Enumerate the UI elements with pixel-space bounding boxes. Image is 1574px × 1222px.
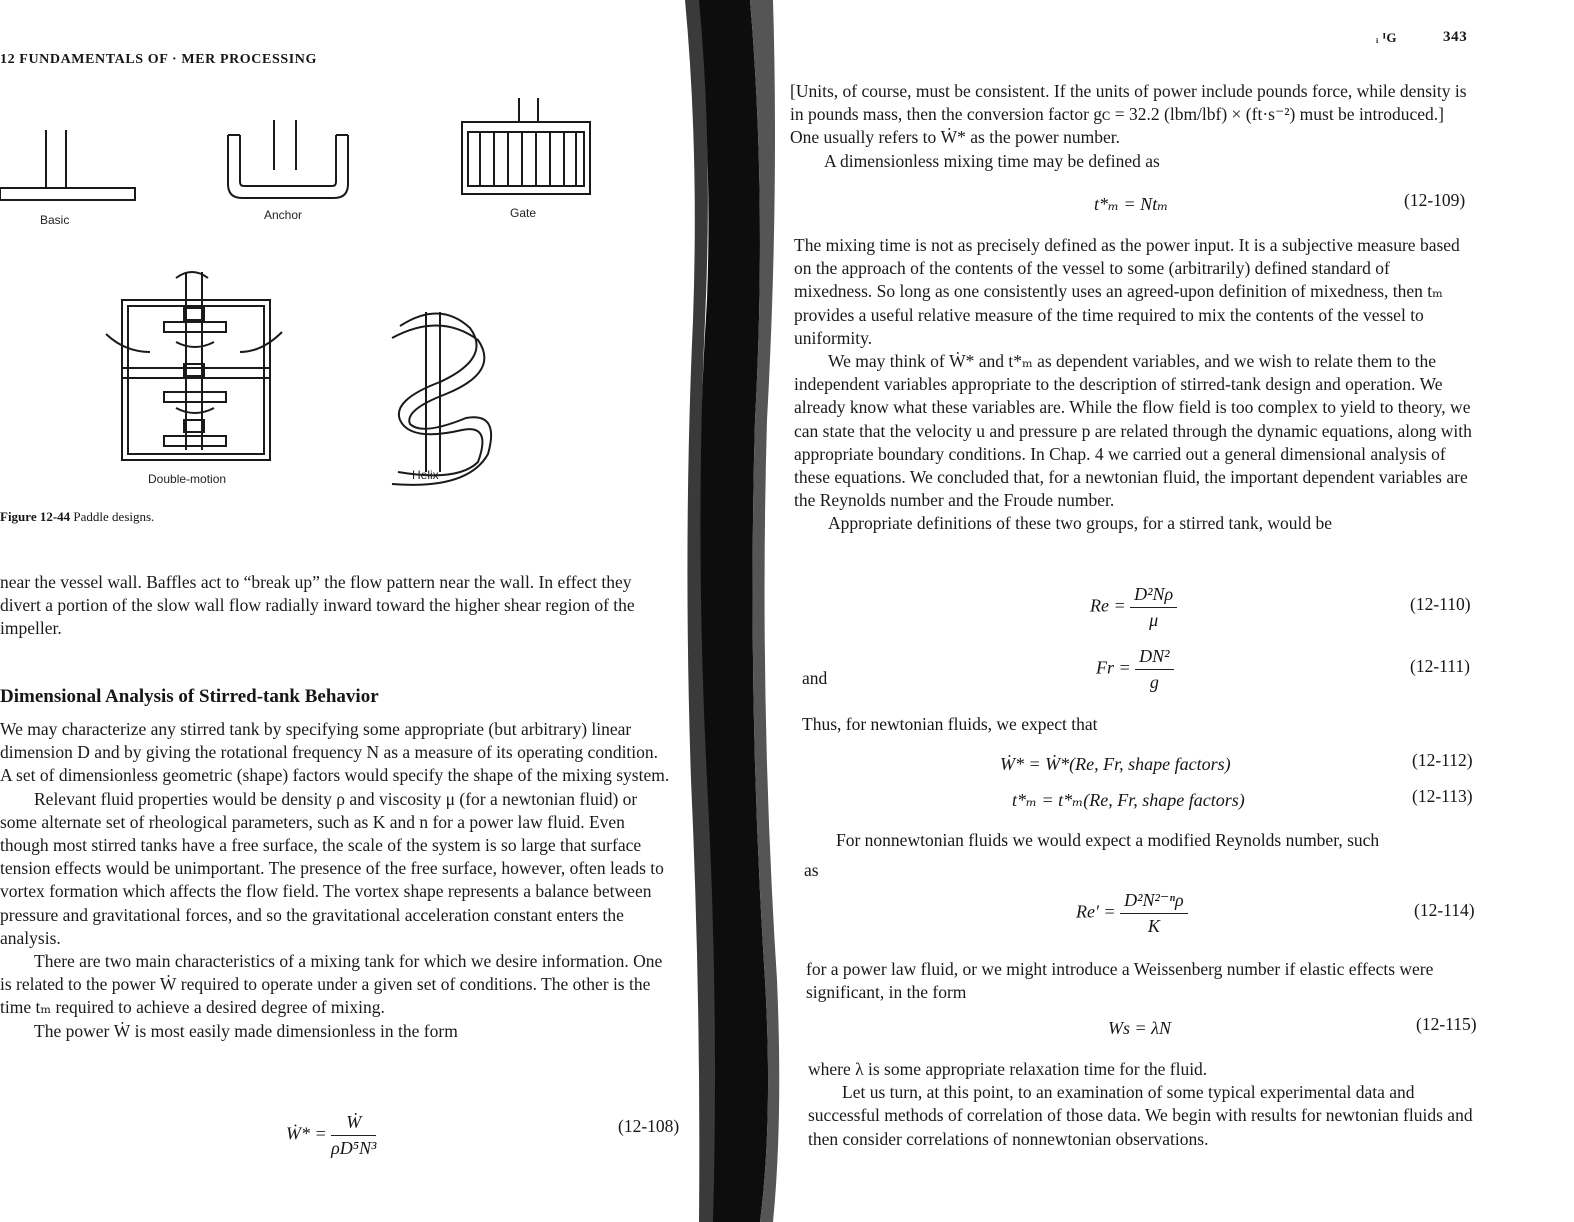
thus-line: Thus, for newtonian fluids, we expect that [802,714,1098,734]
left-paragraph-2: Relevant fluid properties would be density ρ and viscosity μ (for a newtonian fluid) or some alternate set of rheological parameters, such as K and n for a power law fluid. Even though most stirred tanks have a free surface, the scale of the system is so large that surface tension effects would be unimportant. The presence of the free surface, however, often leads to vortex formation which affects the flow field. The vortex shape represents a balance between pressure and gravitational forces, and so the gravitational acceleration constant enters the analysis. [0,788,664,948]
gate-paddle-drawing [462,98,590,194]
right-paragraph-last: Let us turn, at this point, to an examination of some typical experimental data and successful methods of correlation of those data. We begin with results for newtonian fluids and then consider correlations of nonnewtonian observations. [808,1082,1473,1149]
double-motion-paddle-drawing [106,272,282,460]
right-body-top [790,80,1468,173]
left-paragraph-1: We may characterize any stirred tank by specifying some appropriate (but arbitrary) linear dimension D and by giving the rotational frequency N as a measure of its operating condition. A set of dimensionless geometric (shape) factors would specify the shape of the mixing system. [0,719,670,786]
left-paragraph-4: The power Ẇ is most easily made dimensionless in the form [34,1020,458,1041]
figure-label-anchor: Anchor [264,208,303,222]
equation-12-114 [1076,890,1188,937]
figure-label-gate: Gate [510,206,537,220]
and-word: and [802,668,828,688]
left-paragraph-top [0,571,668,641]
eq110-lhs: Re = [1090,595,1126,616]
helix-paddle-drawing [392,312,491,485]
eq110-denominator: μ [1149,610,1159,630]
equation-12-113: t*ₘ = t*ₘ(Re, Fr, shape factors) [1012,790,1245,810]
eq108-fraction [331,1112,376,1159]
eq110-number: (12-110) [1410,594,1471,614]
book-spine-shadow [655,0,790,1222]
eq108-number: (12-108) [618,1116,680,1136]
eq111-numerator: DN² [1135,646,1173,670]
eq112-number: (12-112) [1412,750,1473,770]
section-heading: Dimensional Analysis of Stirred-tank Behavior [0,686,379,707]
equation-12-108 [286,1112,376,1159]
figure-caption [0,509,154,525]
left-body-text [0,718,670,1043]
eq108-denominator: ρD⁵N³ [331,1138,377,1158]
eq110-fraction [1130,584,1177,631]
left-running-head: 12 FUNDAMENTALS OF · MER PROCESSING [0,52,317,67]
eq111-fraction [1135,646,1173,693]
eq109-number: (12-109) [1404,190,1466,210]
eq111-denominator: g [1149,672,1159,692]
eq110-numerator: D²Nρ [1130,584,1177,608]
eq113-number: (12-113) [1412,786,1473,806]
eq111-lhs: Fr = [1096,657,1131,678]
figure-caption-number: Figure 12-44 [0,509,71,524]
right-paragraph-where: where λ is some appropriate relaxation time for the fluid. [808,1059,1208,1079]
paddle-designs-figure [0,90,700,510]
eq111-number: (12-111) [1410,656,1470,676]
figure-label-double-motion: Double-motion [148,472,227,486]
equation-12-112: Ẇ* = Ẇ*(Re, Fr, shape factors) [1000,754,1231,774]
equation-12-115: Ws = λN [1108,1018,1171,1038]
left-paragraph-3: There are two main characteristics of a mixing tank for which we desire information. One is related to the power Ẇ required to operate under a given set of conditions. The other is the time tₘ required to achieve a desired degree of mixing. [0,951,663,1018]
right-paragraph-1: [Units, of course, must be consistent. If the units of power include pounds force, while density is in pounds mass, then the conversion factor gᴄ = 32.2 (lbm/lbf) × (ft·s⁻²) must be introduced.] One usually refers to Ẇ* as the power number. [790,81,1467,148]
equation-12-110 [1090,584,1177,631]
eq115-number: (12-115) [1416,1014,1477,1034]
basic-paddle-drawing [0,130,135,200]
page-number: 343 [1443,29,1468,45]
eq114-denominator: K [1147,916,1160,936]
eq114-number: (12-114) [1414,900,1475,920]
right-running-head: ᵢ ᴵG [1376,30,1398,45]
right-body-middle [794,234,1472,536]
right-paragraph-2: A dimensionless mixing time may be defined as [824,150,1160,171]
right-paragraph-4: We may think of Ẇ* and t*ₘ as dependent variables, and we wish to relate them to the independent variables appropriate to the description of stirred-tank design and operation. We already know what these variables are. While the flow field is too complex to yield to theory, we can state that the velocity u and pressure p are related through the dynamic equations, along with appropriate boundary conditions. In Chap. 4 we carried out a general dimensional analysis of these equations. We concluded that, for a newtonian fluid, the important dependent variables are the Reynolds number and the Froude number. [794,351,1472,511]
left-para-top-text: near the vessel wall. Baffles act to “break up” the flow pattern near the wall. In effect they divert a portion of the slow wall flow radially inward toward the higher shear region of the impeller. [0,572,635,639]
right-paragraph-5: Appropriate definitions of these two groups, for a stirred tank, would be [828,513,1332,534]
figure-caption-text: Paddle designs. [73,509,155,524]
eq114-fraction [1120,890,1188,937]
equation-12-109: t*ₘ = Ntₘ [1094,194,1169,214]
anchor-paddle-drawing [228,120,348,198]
equation-12-111 [1096,646,1174,693]
eq108-numerator: Ẇ [331,1112,376,1136]
figure-label-basic: Basic [40,213,70,227]
right-paragraph-3: The mixing time is not as precisely defined as the power input. It is a subjective measure based on the approach of the contents of the vessel to some (arbitrarily) defined standard of mixedness. So long as one consistently uses an agreed-upon definition of mixedness, then tₘ provides a useful relative measure of the time required to mix the contents of the vessel to uniformity. [794,235,1460,348]
eq114-numerator: D²N²⁻ⁿρ [1120,890,1188,914]
para-after-114-text: for a power law fluid, or we might introduce a Weissenberg number if elastic effects were significant, in the form [806,959,1434,1003]
nonnewtonian-line: For nonnewtonian fluids we would expect a modified Reynolds number, such [836,830,1380,850]
eq114-lhs: Re′ = [1076,901,1116,922]
figure-label-helix: Helix [412,468,439,482]
eq108-lhs: Ẇ* = [286,1123,327,1144]
as-word: as [804,860,819,880]
right-paragraph-after-114 [806,958,1486,1004]
right-body-bottom [808,1058,1488,1151]
